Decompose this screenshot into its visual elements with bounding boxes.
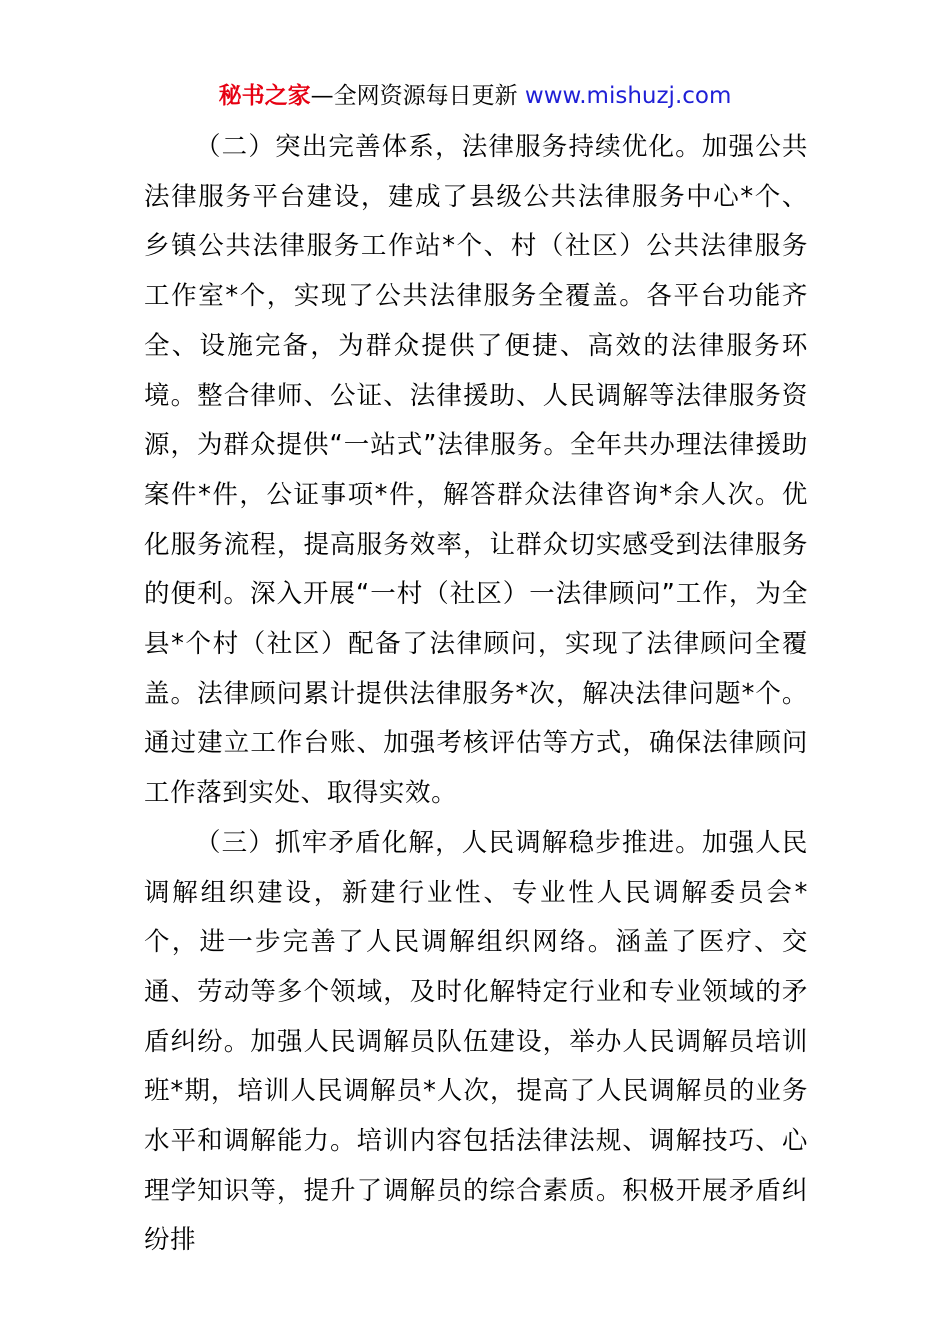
header-tagline: —全网资源每日更新 bbox=[310, 83, 525, 109]
document-body bbox=[144, 123, 808, 1266]
header-url[interactable]: www.mishuzj.com bbox=[524, 83, 732, 109]
header-brand: 秘书之家 bbox=[218, 83, 311, 109]
page-header bbox=[0, 80, 950, 112]
paragraph-mediation: （三）抓牢矛盾化解，人民调解稳步推进。加强人民调解组织建设，新建行业性、专业性人民调解委员会*个，进一步完善了人民调解组织网络。涵盖了医疗、交通、劳动等多个领域，及时化解特定行业和专业领域的矛盾纠纷。加强人民调解员队伍建设，举办人民调解员培训班*期，培训人民调解员*人次，提高了人民调解员的业务水平和调解能力。培训内容包括法律法规、调解技巧、心理学知识等，提升了调解员的综合素质。积极开展矛盾纠纷排 bbox=[144, 827, 808, 1256]
paragraph-legal-services: （二）突出完善体系，法律服务持续优化。加强公共法律服务平台建设，建成了县级公共法律服务中心*个、乡镇公共法律服务工作站*个、村（社区）公共法律服务工作室*个，实现了公共法律服务全覆盖。各平台功能齐全、设施完备，为群众提供了便捷、高效的法律服务环境。整合律师、公证、法律援助、人民调解等法律服务资源，为群众提供“一站式”法律服务。全年共办理法律援助案件*件，公证事项*件，解答群众法律咨询*余人次。优化服务流程，提高服务效率，让群众切实感受到法律服务的便利。深入开展“一村（社区）一法律顾问”工作，为全县*个村（社区）配备了法律顾问，实现了法律顾问全覆盖。法律顾问累计提供法律服务*次，解决法律问题*个。通过建立工作台账、加强考核评估等方式，确保法律顾问工作落到实处、取得实效。 bbox=[144, 132, 808, 809]
